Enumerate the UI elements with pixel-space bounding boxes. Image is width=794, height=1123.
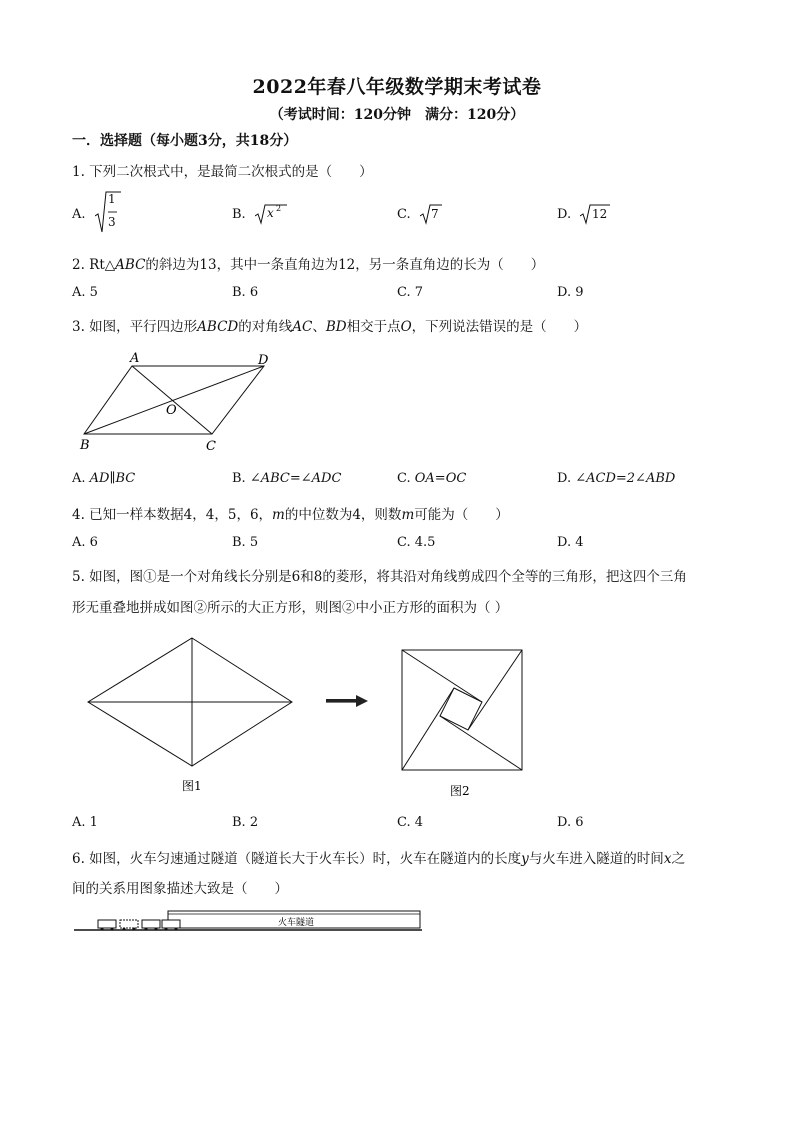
parallelogram-figure	[74, 346, 284, 456]
q3-option-c-letter: C.	[397, 471, 411, 486]
exam-title: 2022年春八年级数学期末考试卷	[252, 76, 542, 98]
point-o-label: O	[166, 403, 177, 418]
q2-option-a: A. 5	[72, 285, 98, 300]
q1-option-c-radical	[420, 203, 442, 225]
train-car-3	[142, 920, 160, 928]
q5-option-a: A. 1	[72, 815, 98, 830]
q1-option-d-letter: D.	[557, 207, 572, 222]
q2-option-b: B. 6	[232, 285, 259, 300]
train-engine	[162, 920, 180, 928]
question-4-stem	[72, 503, 509, 523]
q2-option-c: C. 7	[397, 285, 424, 300]
q3-option-c-text: OA=OC	[414, 471, 467, 486]
q3-option-d-text: ∠ACD=2∠ABD	[575, 471, 676, 486]
q6-stem-a: 6. 如图，火车匀速通过隧道（隧道长大于火车长）时，火车在隧道内的长度	[72, 851, 522, 867]
q5-option-b: B. 2	[232, 815, 259, 830]
question-1-stem: 1. 下列二次根式中，是最简二次根式的是（ ）	[72, 164, 373, 180]
q1-option-a-denominator: 3	[108, 215, 116, 229]
train-car-2	[120, 920, 138, 928]
train-tunnel-figure	[72, 908, 428, 936]
inner-square	[440, 688, 482, 730]
q1-option-b-exponent: 2	[276, 204, 282, 213]
q3-option-b	[232, 471, 341, 486]
square-figure	[392, 640, 532, 804]
q4-stem-b: 的中位数为4，则数	[284, 507, 402, 523]
outer-square	[402, 650, 522, 770]
diagonal-bd	[84, 366, 264, 434]
q6-stem-c: 之	[671, 851, 685, 867]
q1-option-d-radicand: 12	[592, 207, 608, 221]
q6-stem-v2: x	[663, 851, 672, 867]
q4-option-d: D. 4	[557, 535, 584, 550]
q3-stem-e: ，下列说法错误的是（ ）	[411, 319, 588, 335]
vertex-b-label: B	[80, 438, 90, 453]
section-heading: 一．选择题（每小题3分，共18分）	[72, 133, 298, 149]
q2-stem-pre: 2. Rt△	[72, 257, 116, 273]
figure-2-caption: 图2	[450, 784, 470, 798]
q5-option-d: D. 6	[557, 815, 584, 830]
q3-option-d-letter: D.	[557, 471, 572, 486]
vertex-a-label: A	[130, 351, 140, 366]
q2-stem-post: 的斜边为13，其中一条直角边为12，另一条直角边的长为（ ）	[145, 257, 545, 273]
q3-stem-a: 3. 如图，平行四边形	[72, 319, 198, 335]
q4-option-a: A. 6	[72, 535, 98, 550]
q1-option-b-letter: B.	[232, 207, 246, 222]
q4-option-c: C. 4.5	[397, 535, 436, 550]
q2-option-d: D. 9	[557, 285, 584, 300]
q3-option-a-text: AD∥BC	[89, 471, 136, 486]
q3-stem-v4: O	[400, 319, 412, 335]
q4-stem-v2: m	[401, 507, 415, 523]
question-2-stem	[72, 253, 544, 273]
q1-option-b-base: x	[267, 206, 274, 220]
q1-option-d-radical	[580, 203, 610, 225]
question-3-stem	[72, 315, 587, 335]
q3-option-a	[72, 471, 135, 486]
vertex-c-label: C	[206, 439, 216, 454]
train-car-1	[98, 920, 116, 928]
q3-option-d	[557, 471, 675, 486]
q1-option-a-letter: A.	[72, 207, 86, 222]
q3-option-c	[397, 471, 466, 486]
rhombus-figure	[84, 630, 304, 798]
tunnel-label: 火车隧道	[278, 918, 315, 928]
q6-stem-v1: y	[521, 851, 529, 867]
q3-stem-v2: AC	[292, 319, 313, 335]
q4-stem-c: 可能为（ ）	[414, 507, 509, 523]
question-5-stem-line2: 形无重叠地拼成如图②所示的大正方形，则图②中小正方形的面积为（ ）	[72, 600, 509, 616]
q1-option-a-radical	[95, 190, 121, 236]
q3-option-b-letter: B.	[232, 471, 246, 486]
q6-stem-b: 与火车进入隧道的时间	[528, 851, 664, 867]
cut-line-4	[402, 688, 454, 770]
vertex-d-label: D	[258, 353, 269, 368]
q3-stem-c: 、	[312, 319, 326, 335]
question-5-stem-line1: 5. 如图，图①是一个对角线长分别是6和8的菱形，将其沿对角线剪成四个全等的三角形，把这四个三角	[72, 569, 687, 585]
q4-option-b: B. 5	[232, 535, 259, 550]
q2-stem-var: ABC	[115, 257, 146, 273]
diagonal-ac	[132, 366, 212, 434]
q1-option-c-radicand: 7	[431, 207, 439, 221]
q3-stem-v1: ABCD	[197, 319, 239, 335]
figure-1-caption: 图1	[182, 779, 202, 793]
exam-subtitle: （考试时间：120分钟 满分：120分）	[269, 107, 525, 123]
cut-line-2	[468, 650, 522, 730]
q3-stem-v3: BD	[325, 319, 347, 335]
q4-stem-a: 4. 已知一样本数据4，4，5，6，	[72, 507, 273, 523]
q3-option-b-text: ∠ABC=∠ADC	[249, 471, 342, 486]
question-6-stem-line2: 间的关系用图象描述大致是（ ）	[72, 881, 288, 897]
question-6-stem-line1	[72, 847, 685, 867]
q3-stem-b: 的对角线	[238, 319, 293, 335]
q4-stem-v1: m	[272, 507, 285, 523]
q5-option-c: C. 4	[397, 815, 424, 830]
q3-stem-d: 相交于点	[346, 319, 401, 335]
cut-line-3	[440, 716, 522, 770]
q1-option-a-numerator: 1	[108, 192, 116, 206]
q1-option-c-letter: C.	[397, 207, 411, 222]
arrow-right-icon	[324, 694, 370, 708]
q1-option-b-radical	[255, 203, 287, 225]
q3-option-a-letter: A.	[72, 471, 86, 486]
cut-line-1	[402, 650, 482, 702]
